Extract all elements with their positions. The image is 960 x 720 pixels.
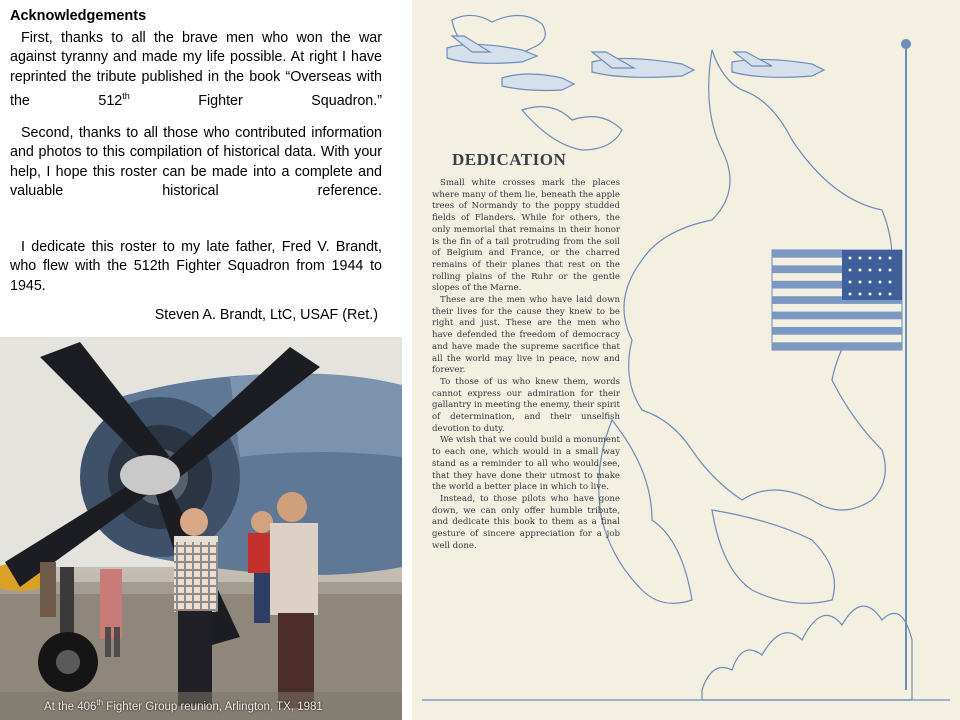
- caption-post: Fighter Group reunion, Arlington, TX, 1981: [103, 700, 323, 713]
- reunion-photo-illustration: [0, 337, 402, 720]
- caption-pre: At the 406: [44, 700, 97, 713]
- dedication-title: DEDICATION: [452, 150, 567, 169]
- p2-text: Second, thanks to all those who contributed information and photos to this compilation of historical data. With your help, I hope this roster can be made into a complete and valuable historical reference.: [10, 125, 382, 199]
- dedication-paragraph-3: To those of us who knew them, words cannot express our admiration for their gallantry in meeting the enemy, their spirit of determination, and their unselfish devotion to duty.: [432, 376, 620, 434]
- p1-end: Fighter Squadron.”: [129, 92, 382, 109]
- acknowledgements-paragraph-3: [10, 238, 382, 296]
- dedication-text: [432, 178, 620, 553]
- signature: Steven A. Brandt, LtC, USAF (Ret.): [154, 307, 378, 323]
- dedication-paragraph-2: These are the men who have laid down their lives for the cause they knew to be right and just. These are the men who have defended the freedom of democracy and have made the supreme sacrifice that all the world may live in peace, now and forever.: [432, 295, 620, 376]
- p1-sup: th: [122, 90, 130, 101]
- dedication-page: [412, 0, 960, 720]
- dedication-paragraph-5: Instead, to those pilots who have gone down, we can only offer humble tribute, and dedicate this book to them as a final gesture of sincere appreciation for a job well done.: [432, 493, 620, 551]
- acknowledgements-title: Acknowledgements: [10, 8, 147, 24]
- acknowledgements-paragraph-2: [10, 124, 382, 201]
- photo-caption: [44, 698, 323, 713]
- p1-text: First, thanks to all the brave men who won the war against tyranny and made my life possible. At right I have reprinted the tribute published in the book “Overseas with the 512: [10, 30, 382, 109]
- fighter-planes-drawing: [447, 36, 824, 91]
- dedication-paragraph-4: We wish that we could build a monument to each one, which would in a small way stand as a reminder to all who would see, that they have done their utmost to make the world a better place in which to live.: [432, 435, 620, 493]
- p3-text: I dedicate this roster to my late father, Fred V. Brandt, who flew with the 512th Fighter Squadron from 1944 to 1945.: [10, 239, 382, 294]
- acknowledgements-section: [0, 0, 402, 336]
- acknowledgements-paragraph-1: [10, 29, 382, 111]
- caption-sup: th: [96, 698, 104, 707]
- us-flag-drawing: [772, 250, 902, 350]
- reunion-photo: [0, 337, 402, 720]
- dedication-paragraph-1: Small white crosses mark the places where many of them lie, beneath the apple trees of Normandy to the poppy studded fields of Flanders. While for others, the only memorial that remains in their honor is the fin of a tail protruding from the soil of Belgium and France, or the charred remains of their planes that rest on the rolling plains of the Ruhr or the gentle slopes of the Marne.: [432, 178, 620, 294]
